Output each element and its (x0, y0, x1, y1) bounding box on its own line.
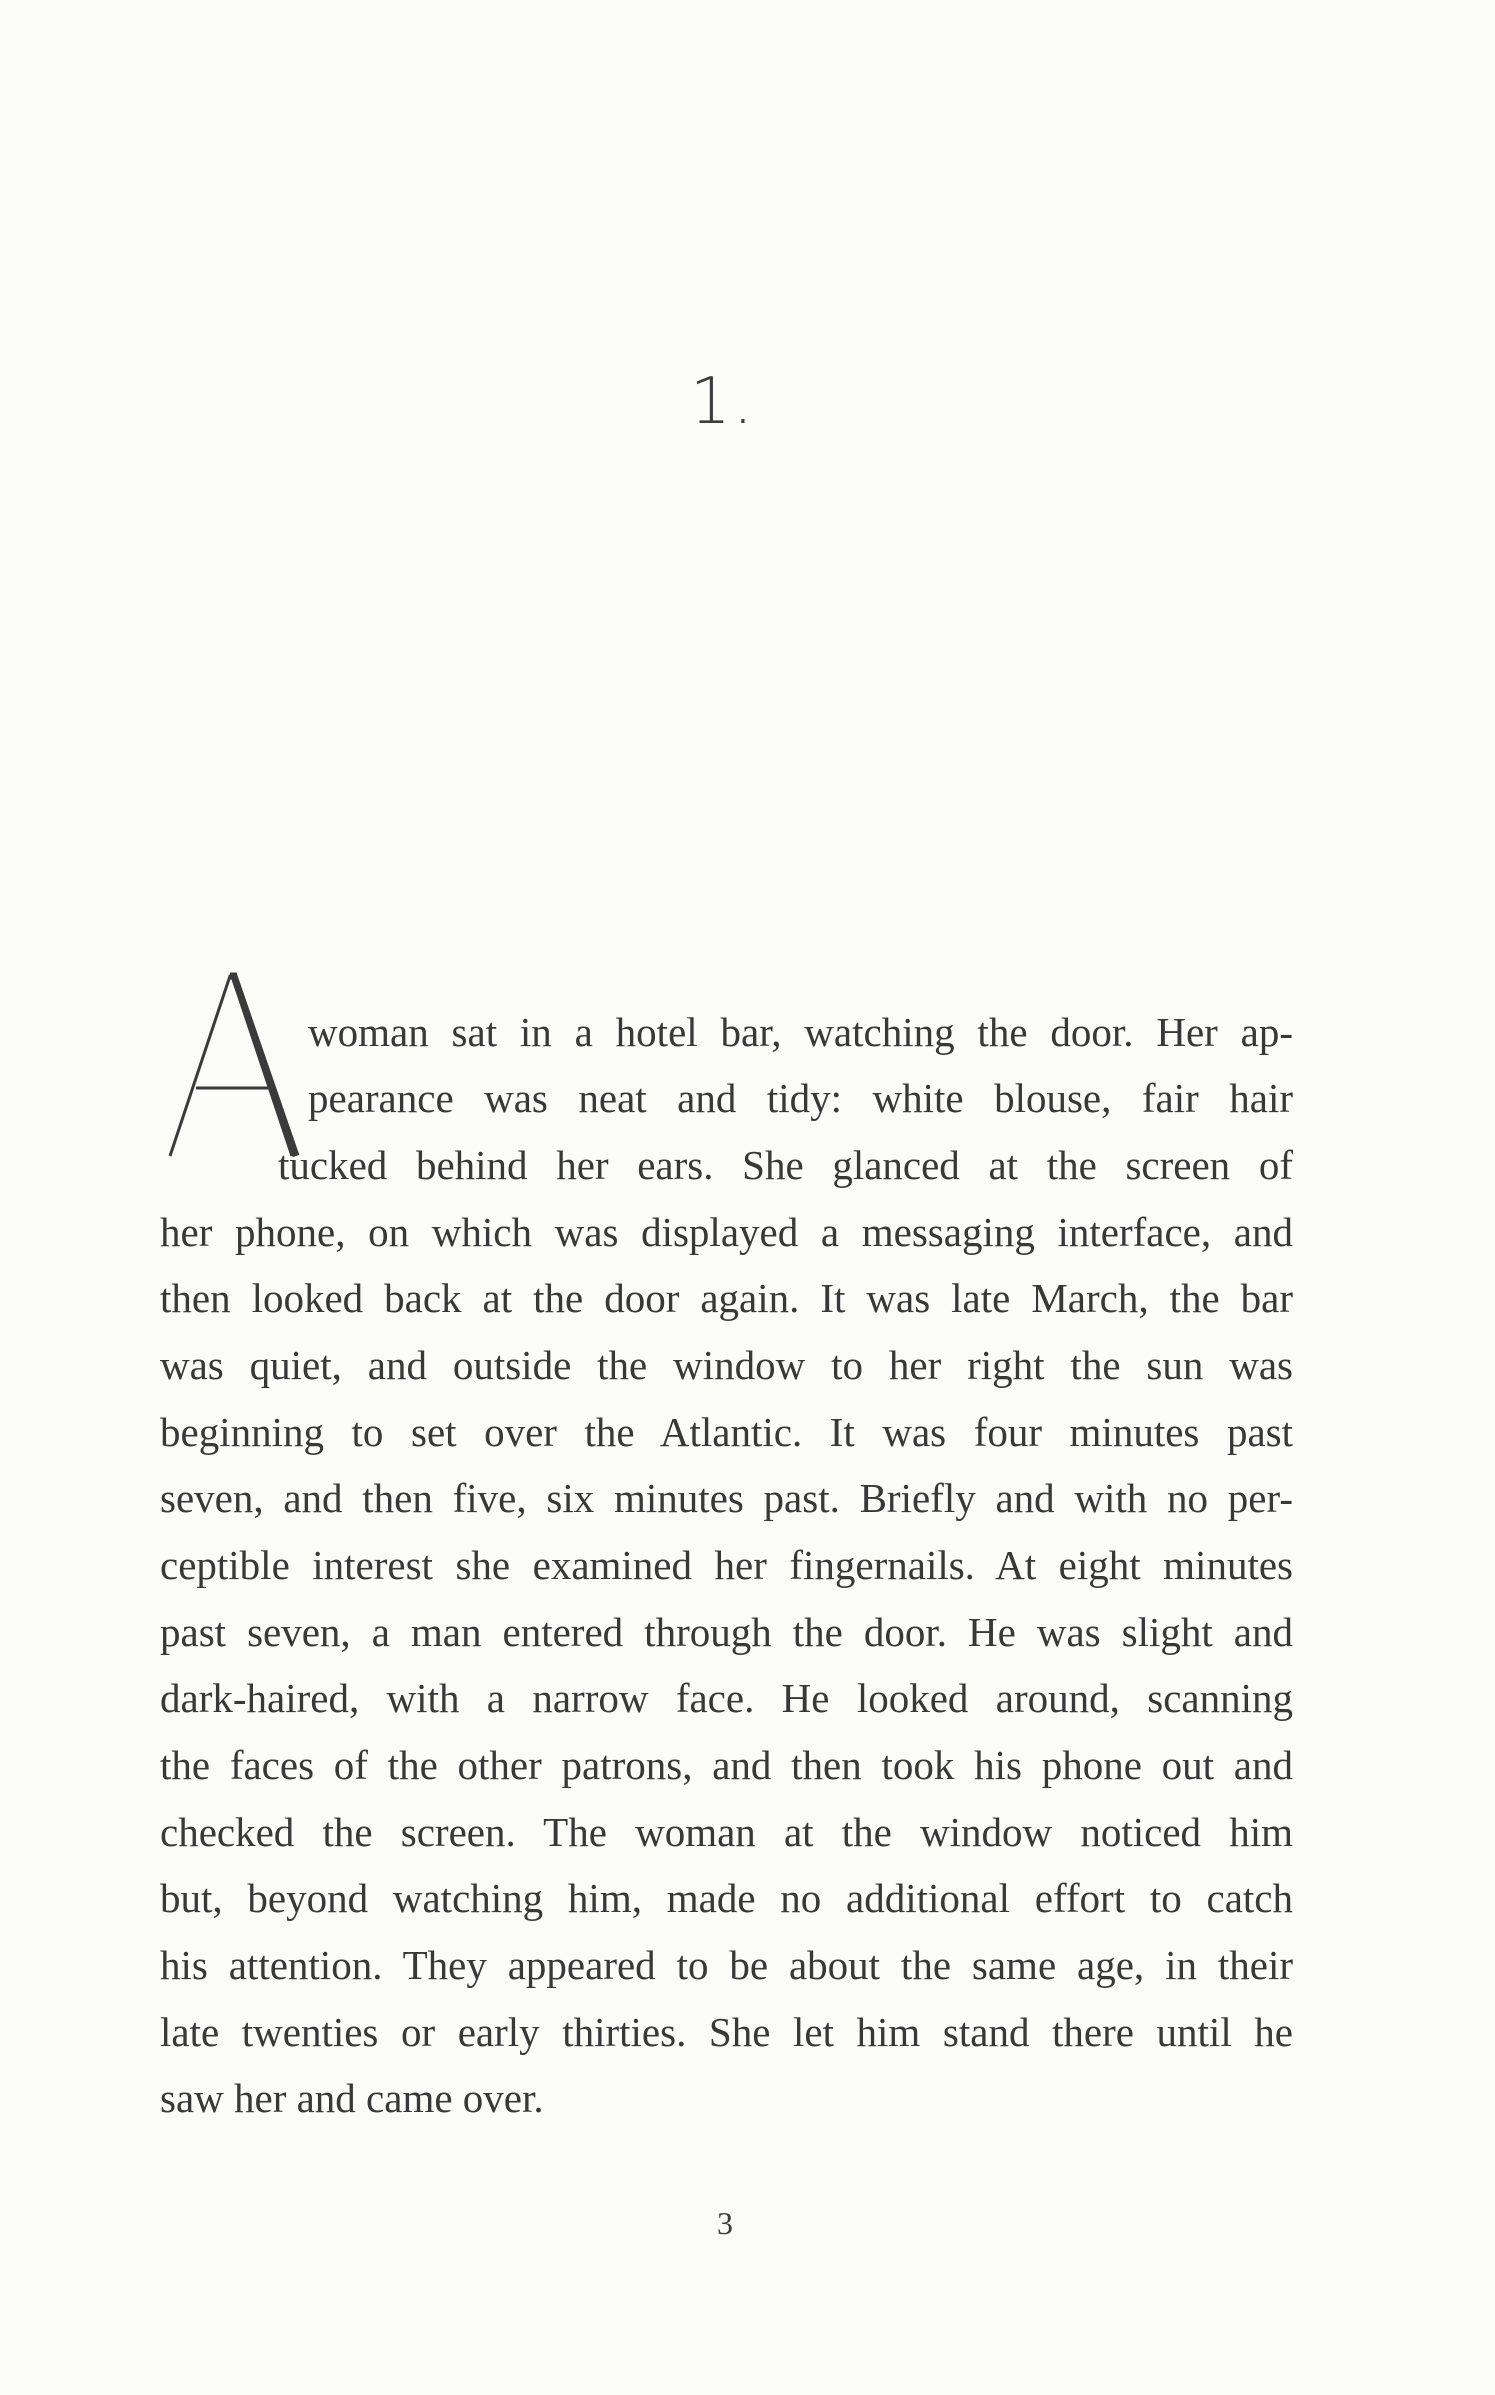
page-number: 3 (717, 2205, 733, 2241)
body-line: her phone, on which was displayed a messaging interface, and (160, 1209, 1293, 1255)
drop-cap-letter-a (160, 970, 300, 1160)
body-line: beginning to set over the Atlantic. It was four minutes past (160, 1409, 1293, 1455)
body-line: ceptible interest she examined her fingernails. At eight minutes (160, 1542, 1293, 1588)
body-line: woman sat in a hotel bar, watching the door. Her ap- (308, 1009, 1293, 1055)
body-line: seven, and then five, six minutes past. Briefly and with no per- (160, 1475, 1293, 1521)
body-line: then looked back at the door again. It was late March, the bar (160, 1275, 1293, 1321)
body-line: saw her and came over. (160, 2075, 544, 2121)
body-line: but, beyond watching him, made no additional effort to catch (160, 1875, 1293, 1921)
body-line: the faces of the other patrons, and then took his phone out and (160, 1742, 1293, 1788)
body-line: late twenties or early thirties. She let him stand there until he (160, 2009, 1293, 2055)
chapter-number: 1. (689, 365, 756, 439)
body-line: pearance was neat and tidy: white blouse, fair hair (308, 1075, 1293, 1121)
body-line: dark-haired, with a narrow face. He looked around, scanning (160, 1675, 1293, 1721)
body-line: past seven, a man entered through the door. He was slight and (160, 1609, 1293, 1655)
body-line: was quiet, and outside the window to her right the sun was (160, 1342, 1293, 1388)
body-line: checked the screen. The woman at the window noticed him (160, 1809, 1293, 1855)
body-line: his attention. They appeared to be about the same age, in their (160, 1942, 1293, 1988)
body-line: tucked behind her ears. She glanced at the screen of (278, 1142, 1293, 1188)
